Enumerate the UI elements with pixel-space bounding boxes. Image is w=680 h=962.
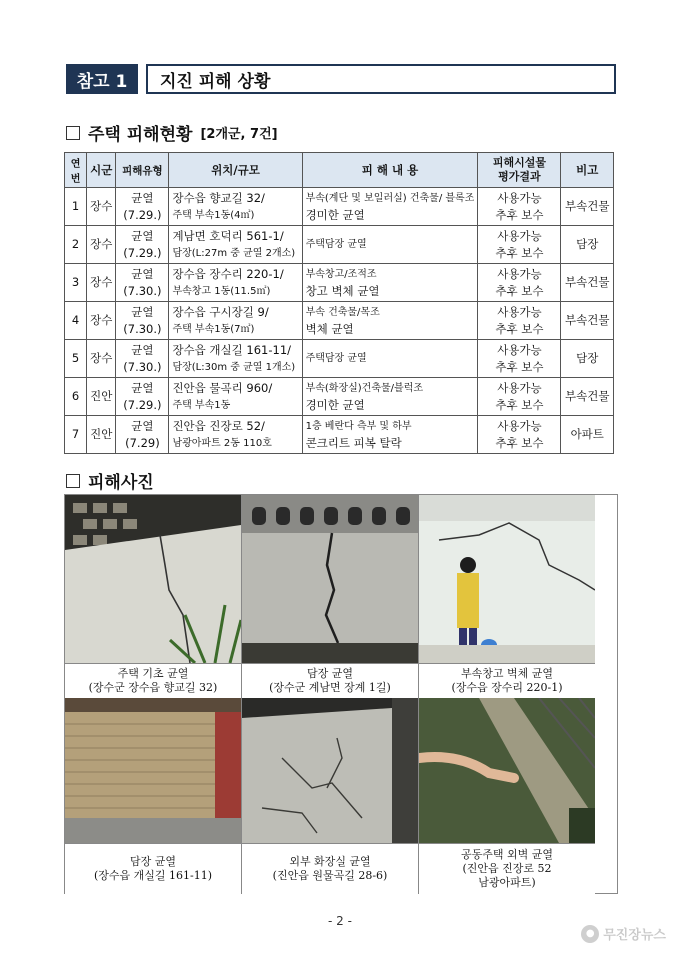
table-header-row: [65, 153, 614, 188]
caption-line: 담장 균열: [129, 855, 176, 868]
caption-line: 외부 화장실 균열: [289, 855, 371, 868]
table-row: [65, 340, 614, 378]
cell-type: 균열 (7.29): [116, 416, 169, 454]
page-number: - 2 -: [328, 914, 352, 928]
cell-evaluation: 사용가능 추후 보수: [478, 340, 561, 378]
cell-no: 5: [65, 340, 87, 378]
photo-storage-wall-crack: [419, 495, 595, 663]
cell-city: 진안: [87, 378, 116, 416]
cell-no: 3: [65, 264, 87, 302]
cell-description: 주택담장 균열: [302, 340, 478, 378]
cell-city: 장수: [87, 340, 116, 378]
cell-city: 장수: [87, 302, 116, 340]
cell-evaluation: 사용가능 추후 보수: [478, 416, 561, 454]
col-header-no: 연번: [65, 153, 87, 188]
col-header-type: 피해유형: [116, 153, 169, 188]
caption-line: 부속창고 벽체 균열: [460, 667, 553, 680]
cell-note: 부속건물: [561, 264, 614, 302]
caption-line: (진안읍 진장로 52: [462, 862, 552, 875]
cell-location: 장수읍 장수리 220-1/ 부속창고 1동(11.5㎡): [169, 264, 302, 302]
col-header-description: 피 해 내 용: [302, 153, 478, 188]
photo-caption: [65, 843, 241, 894]
cell-city: 진안: [87, 416, 116, 454]
cell-type: 균열 (7.30.): [116, 340, 169, 378]
cell-note: 담장: [561, 340, 614, 378]
cell-type: 균열 (7.29.): [116, 378, 169, 416]
cell-description: 1층 베란다 측부 및 하부 콘크리트 피복 탈락: [302, 416, 478, 454]
photo-divider: [418, 495, 419, 893]
section-photos: [66, 468, 154, 493]
caption-line: 남광아파트): [478, 876, 536, 889]
reference-header: [66, 64, 616, 94]
cell-location: 장수읍 향교길 32/ 주택 부속1동(4㎡): [169, 188, 302, 226]
cell-description: 주택담장 균열: [302, 226, 478, 264]
cell-description: 부속 건축물/목조 벽체 균열: [302, 302, 478, 340]
cell-no: 1: [65, 188, 87, 226]
cell-location: 진안읍 물곡리 960/ 주택 부속1동: [169, 378, 302, 416]
caption-line: (장수읍 개실길 161-11): [93, 869, 213, 882]
cell-note: 아파트: [561, 416, 614, 454]
col-header-city: 시군: [87, 153, 116, 188]
col-header-note: 비고: [561, 153, 614, 188]
reference-tag: 참고 1: [66, 64, 138, 94]
cell-description: 부속(계단 및 보일러실) 건축물/ 블록조 경미한 균열: [302, 188, 478, 226]
cell-description: 부속(화장실)건축물/블럭조 경미한 균열: [302, 378, 478, 416]
cell-type: 균열 (7.29.): [116, 188, 169, 226]
section-title: 주택 피해현황: [88, 125, 193, 145]
section-subtitle: [2개군, 7건]: [200, 127, 278, 142]
cell-evaluation: 사용가능 추후 보수: [478, 188, 561, 226]
photo-toilet-crack: [242, 698, 418, 843]
table-row: [65, 264, 614, 302]
watermark-text: 무진장뉴스: [603, 928, 666, 943]
cell-location: 장수읍 구시장길 9/ 주택 부속1동(7㎡): [169, 302, 302, 340]
cell-evaluation: 사용가능 추후 보수: [478, 378, 561, 416]
photo-grid: [64, 494, 618, 894]
cell-note: 담장: [561, 226, 614, 264]
caption-line: 주택 기초 균열: [117, 667, 189, 680]
caption-line: 담장 균열: [306, 667, 353, 680]
photo-apartment-wall-crack: [419, 698, 595, 843]
cell-city: 장수: [87, 188, 116, 226]
caption-line: (장수군 계남면 장계 1길): [269, 681, 391, 694]
table-row: [65, 416, 614, 454]
table-row: [65, 302, 614, 340]
caption-line: (진안읍 원물곡길 28-6): [272, 869, 388, 882]
cell-evaluation: 사용가능 추후 보수: [478, 226, 561, 264]
cell-type: 균열 (7.29.): [116, 226, 169, 264]
photo-caption: [242, 663, 418, 699]
cell-description: 부속창고/조적조 창고 벽체 균열: [302, 264, 478, 302]
cell-note: 부속건물: [561, 378, 614, 416]
photo-caption: [65, 663, 241, 699]
cell-city: 장수: [87, 264, 116, 302]
cell-no: 6: [65, 378, 87, 416]
checkbox-square-icon: [66, 126, 80, 140]
cell-note: 부속건물: [561, 188, 614, 226]
caption-line: 공동주택 외벽 균열: [460, 848, 553, 861]
photo-caption: [419, 663, 595, 699]
page-title: 지진 피해 상황: [146, 64, 616, 94]
photo-wall-crack: [242, 495, 418, 663]
damage-table: [64, 152, 614, 454]
cell-no: 2: [65, 226, 87, 264]
photo-divider: [241, 495, 242, 893]
caption-line: (장수군 장수읍 향교길 32): [88, 681, 218, 694]
table-row: [65, 226, 614, 264]
section-title: 피해사진: [88, 473, 154, 493]
col-header-location: 위치/규모: [169, 153, 302, 188]
section-housing-damage: [66, 120, 278, 145]
cell-location: 장수읍 개실길 161-11/ 담장(L:30m 중 균열 1개소): [169, 340, 302, 378]
table-row: [65, 378, 614, 416]
cell-note: 부속건물: [561, 302, 614, 340]
caption-line: (장수읍 장수리 220-1): [451, 681, 563, 694]
cell-evaluation: 사용가능 추후 보수: [478, 264, 561, 302]
cell-type: 균열 (7.30.): [116, 302, 169, 340]
table-row: [65, 188, 614, 226]
cell-city: 장수: [87, 226, 116, 264]
watermark: [581, 924, 666, 943]
cell-no: 7: [65, 416, 87, 454]
watermark-logo-icon: ●: [581, 925, 599, 943]
photo-foundation-crack: [65, 495, 241, 663]
cell-evaluation: 사용가능 추후 보수: [478, 302, 561, 340]
cell-location: 계남면 호덕리 561-1/ 담장(L:27m 중 균열 2개소): [169, 226, 302, 264]
photo-brick-wall-crack: [65, 698, 241, 843]
cell-location: 진안읍 진장로 52/ 남광아파트 2동 110호: [169, 416, 302, 454]
cell-type: 균열 (7.30.): [116, 264, 169, 302]
checkbox-square-icon: [66, 474, 80, 488]
photo-caption: [242, 843, 418, 894]
photo-caption: [419, 843, 595, 894]
cell-no: 4: [65, 302, 87, 340]
col-header-evaluation: 피해시설물 평가결과: [478, 153, 561, 188]
